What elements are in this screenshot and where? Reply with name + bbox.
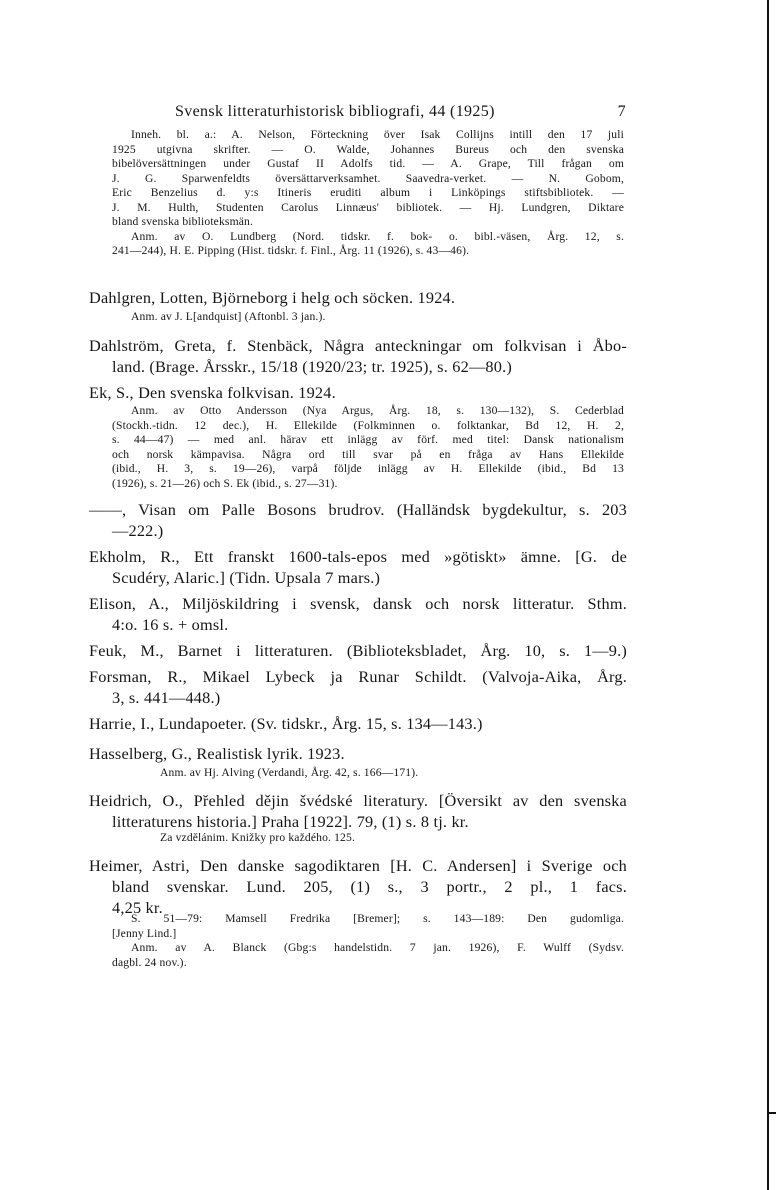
page-number: 7 (617, 103, 626, 120)
entry-harrie (0, 713, 760, 734)
review-line: 241—244), H. E. Pipping (Hist. tidskr. f. Finl., Årg. 11 (1926), s. 43—46). (112, 244, 470, 257)
entry-forsman (0, 666, 760, 708)
series-line: Za vzdělánim. Knižky pro každého. 125. (160, 831, 356, 844)
entry-line: Heidrich, O., Přehled dějin švédské literatury. [Översikt av den svenska (89, 791, 627, 810)
review-line: (1926), s. 21—26) och S. Ek (ibid., s. 27—31). (112, 476, 338, 490)
entry-line: Ekholm, R., Ett franskt 1600-tals-epos med »götiskt» ämne. [G. de (89, 547, 627, 566)
entry-line: Feuk, M., Barnet i litteraturen. (Biblioteksbladet, Årg. 10, s. 1—9.) (89, 641, 627, 660)
entry-dahlgren (0, 287, 760, 308)
running-title: Svensk litteraturhistorisk bibliografi, 44 (1925) (175, 103, 495, 120)
review-line: och norsk kämpavisa. Några ord till svar på en fråga av Hans Ellekilde (112, 447, 624, 461)
entry-dahlgren-notes (0, 310, 760, 325)
review-line: (Stockh.-tidn. 12 dec.), H. Ellekilde (Folkminnen o. folktankar, Bd 12, H. 2, (112, 418, 624, 432)
note-line: [Jenny Lind.] (112, 926, 177, 940)
review-line: Anm. av J. L[andquist] (Aftonbl. 3 jan.). (131, 310, 326, 323)
entry-elison (0, 593, 760, 635)
note-line: J. G. Sparwenfeldts översättarverksamhet. Saavedra-verket. — N. Gobom, (112, 171, 624, 185)
entry-ekholm (0, 546, 760, 588)
entry-hasselberg-notes (0, 766, 760, 781)
entry-line: 3, s. 441—448.) (112, 688, 221, 707)
review-line: dagbl. 24 nov.). (112, 955, 187, 969)
note-line: S. 51—79: Mamsell Fredrika [Bremer]; s. 143—189: Den gudomliga. (131, 912, 624, 925)
review-line: Anm. av A. Blanck (Gbg:s handelstidn. 7 jan. 1926), F. Wulff (Sydsv. (131, 941, 624, 954)
entry-line: Elison, A., Miljöskildring i svensk, dansk och norsk litteratur. Sthm. (89, 594, 627, 613)
entry-line: Heimer, Astri, Den danske sagodiktaren [H. C. Andersen] i Sverige och (89, 856, 627, 875)
entry-line: Dahlström, Greta, f. Stenbäck, Några anteckningar om folkvisan i Åbo- (89, 336, 627, 355)
entry-line: litteraturens historia.] Praha [1922]. 79, (1) s. 8 tj. kr. (112, 812, 469, 831)
note-line: Eric Benzelius d. y:s Itineris eruditi album i Linköpings stiftsbibliotek. — (112, 186, 624, 199)
note-line: 1925 utgivna skrifter. — O. Walde, Johannes Bureus och den svenska (112, 142, 624, 156)
review-line: (ibid., H. 3, s. 19—26), varpå följde inlägg av H. Ellekilde (ibid., Bd 13 (112, 462, 624, 475)
entry-ek (0, 382, 760, 403)
continuation-block (0, 128, 760, 259)
entry-feuk (0, 640, 760, 661)
entry-heidrich-notes (0, 831, 760, 846)
review-line: Anm. av Otto Andersson (Nya Argus, Årg. 18, s. 130—132), S. Cederblad (131, 404, 624, 417)
entry-line: 4:o. 16 s. + omsl. (112, 615, 229, 634)
entry-line: Dahlgren, Lotten, Björneborg i helg och söcken. 1924. (89, 288, 456, 307)
entry-heidrich (0, 790, 760, 832)
entry-ek-notes (0, 404, 760, 491)
entry-line: Harrie, I., Lundapoeter. (Sv. tidskr., Årg. 15, s. 134—143.) (89, 714, 483, 733)
note-line: Inneh. bl. a.: A. Nelson, Förteckning över Isak Collijns intill den 17 juli (131, 128, 624, 141)
note-line: J. M. Hulth, Studenten Carolus Linnæus' bibliotek. — Hj. Lundgren, Diktare (112, 200, 624, 214)
note-line: bland svenska biblioteksmän. (112, 215, 254, 228)
page-edge-rule (767, 0, 769, 1190)
entry-line: land. (Brage. Årsskr., 15/18 (1920/23; tr. 1925), s. 62—80.) (112, 357, 512, 376)
entry-line: —222.) (112, 521, 164, 540)
entry-line: Hasselberg, G., Realistisk lyrik. 1923. (89, 744, 345, 763)
page-edge-tick (767, 1112, 776, 1114)
entry-line: Forsman, R., Mikael Lybeck ja Runar Schildt. (Valvoja-Aika, Årg. (89, 667, 627, 686)
note-line: bibelöversättningen under Gustaf II Adolfs tid. — A. Grape, Till frågan om (112, 157, 624, 170)
entry-line: bland svenskar. Lund. 205, (1) s., 3 portr., 2 pl., 1 facs. (112, 877, 627, 896)
entry-heimer-notes (0, 912, 760, 970)
review-line: Anm. av Hj. Alving (Verdandi, Årg. 42, s. 166—171). (160, 766, 419, 779)
entry-line: Ek, S., Den svenska folkvisan. 1924. (89, 383, 336, 402)
entry-line: Scudéry, Alaric.] (Tidn. Upsala 7 mars.) (112, 568, 381, 587)
entry-dahlstrom (0, 335, 760, 377)
entry-ek-visan (0, 499, 760, 541)
review-line: s. 44—47) — med anl. härav ett inlägg av förf. med titel: Dansk nationalism (112, 433, 624, 446)
entry-heimer (0, 855, 760, 918)
entry-line: ——, Visan om Palle Bosons brudrov. (Halländsk bygdekultur, s. 203 (89, 500, 627, 519)
review-line: Anm. av O. Lundberg (Nord. tidskr. f. bok- o. bibl.-väsen, Årg. 12, s. (131, 229, 624, 243)
entry-hasselberg (0, 743, 760, 764)
entry-line: 4,25 kr. (112, 898, 163, 917)
